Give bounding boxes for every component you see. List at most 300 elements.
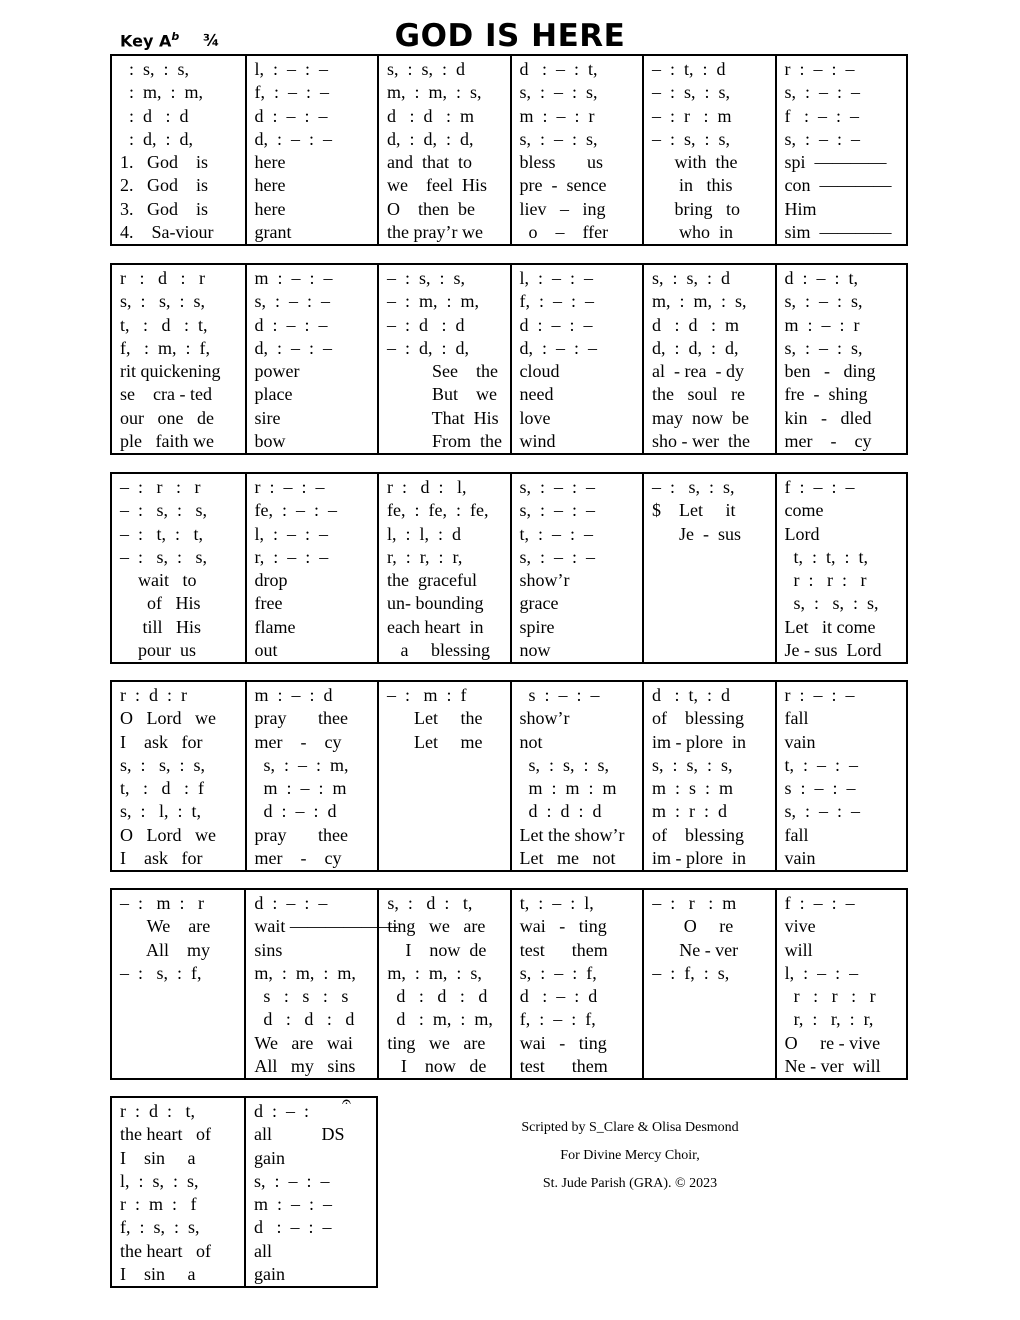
measure [244, 890, 398, 1078]
measure-line: cloud [519, 361, 560, 382]
measure-line: f, : – : – [254, 82, 329, 103]
measure-line: will [784, 939, 813, 960]
measure-line: r : – : – [784, 59, 855, 79]
measure-line: Je - sus [652, 523, 741, 544]
measure-line: – : d : d [387, 314, 465, 335]
measure-line: d : d : d [519, 801, 602, 822]
measure-line: vain [784, 731, 816, 752]
measure-line: f : – : – [784, 105, 859, 126]
measure-line: r : r : r [784, 986, 876, 1007]
measure-line [644, 985, 774, 1008]
measure-line [379, 847, 510, 870]
measure [642, 890, 774, 1078]
measure-line [379, 824, 510, 847]
measure-line: wait to [120, 570, 197, 591]
measure-line: – : r : m [652, 893, 737, 913]
measure-line: f : – : – [784, 477, 855, 497]
measure [642, 265, 775, 453]
key-accidental: b [171, 30, 180, 43]
measure-line: wai - ting [519, 1032, 607, 1053]
measure-line: the graceful [387, 570, 477, 591]
measure-line: test them [519, 939, 608, 960]
measure-line: wai - ting [519, 916, 607, 937]
measure-line [644, 569, 775, 592]
measure-line: – : t, : t, [120, 523, 204, 544]
measure-line: O re [652, 916, 734, 937]
measure-line: with the [652, 152, 738, 173]
measure-line: m, : m, : m, [254, 962, 356, 983]
measure-line: m : s : m [652, 778, 734, 799]
key-signature [120, 30, 219, 50]
measure [377, 890, 509, 1078]
measure-line: s, : s, : s, [120, 291, 206, 312]
measure-line: m : m : m [519, 778, 617, 799]
measure [775, 890, 906, 1078]
measure-line: im - plore in [652, 848, 746, 869]
measure-line: d, : – : – [254, 128, 333, 149]
measure-line: l, : – : – [519, 268, 594, 288]
measure-line: s, : s, : s, [784, 593, 879, 614]
measure [775, 56, 907, 244]
measure-line: the pray’r we [387, 222, 483, 243]
measure-line: f, : – : – [519, 291, 594, 312]
measure-line: s, : – : – [784, 128, 861, 149]
measure-line: – : s, : s, [652, 128, 731, 149]
measure-line: vive [784, 916, 816, 937]
score-system [110, 263, 908, 455]
measure-line: s, : s, : s, [519, 754, 610, 775]
score-system [110, 1096, 378, 1288]
measure-line: 1. God is [120, 152, 209, 173]
measure-line: come [784, 500, 824, 521]
measure-line: s : – : – [784, 778, 856, 799]
credits-line: For Divine Mercy Choir, [560, 1148, 700, 1163]
measure-line: I ask for [120, 731, 203, 752]
measure-line: all [254, 1240, 272, 1261]
measure-line: s, : – : s, [519, 128, 598, 149]
measure-line: O then be [387, 198, 475, 219]
measure-line: place [254, 384, 293, 405]
measure-line: t, : – : – [519, 523, 594, 544]
measure-line: From the [387, 431, 502, 452]
measure-line: s : – : – [519, 685, 600, 705]
measure-line: d : d : d [254, 1009, 355, 1030]
measure [112, 56, 245, 244]
measure-line: r : – : – [784, 685, 855, 705]
measure-line: – : r : m [652, 105, 732, 126]
measure-line: d : d : m [387, 105, 475, 126]
measure-line [112, 1008, 244, 1031]
measure-line: s, : – : – [519, 546, 596, 567]
measure-line: not [519, 731, 543, 752]
measure-line: m, : m, : s, [387, 962, 482, 983]
measure-line: bow [254, 431, 286, 452]
measure-line: a blessing [387, 640, 490, 661]
measure-line: se cra - ted [120, 384, 212, 405]
measure-line: grant [254, 222, 292, 243]
measure-line: Let the [387, 708, 483, 729]
measure [775, 474, 907, 662]
measure [642, 56, 775, 244]
measure-line: bless us [519, 152, 604, 173]
measure-line: l, : – : – [254, 523, 329, 544]
measure-line: – : s, : s, [387, 268, 466, 288]
measure-line: ben - ding [784, 361, 876, 382]
measure-line: f : – : – [784, 893, 855, 913]
measure-line: fre - shing [784, 384, 868, 405]
measure-line: d, : d, : d, [387, 128, 474, 149]
measure-line: See the [387, 361, 498, 382]
measure [244, 1098, 376, 1286]
score-system [110, 54, 908, 246]
measure [112, 1098, 244, 1286]
measure-line: wait —————— [254, 916, 398, 937]
measure [377, 265, 510, 453]
measure-line: free [254, 593, 283, 614]
measure-line: mer - cy [254, 848, 342, 869]
measure-line: love [519, 407, 551, 428]
measure-line: O Lord we [120, 708, 216, 729]
measure-line: d, : d, : d, [652, 337, 739, 358]
measure [510, 56, 643, 244]
measure-line: l, : – : – [254, 59, 329, 79]
measure-line [644, 616, 775, 639]
measure [775, 265, 907, 453]
measure-line: I ask for [120, 848, 203, 869]
measure-line: $ Let it [652, 500, 736, 521]
measure-line: s, : – : – [254, 1170, 330, 1191]
measure-line: here [254, 152, 286, 173]
measure-line: All my [120, 939, 211, 960]
measure-line: – : s, : s, [652, 82, 731, 103]
measure-line: We are wai [254, 1032, 353, 1053]
score-system [110, 472, 908, 664]
measure-line: I sin a [120, 1264, 196, 1285]
measure [510, 474, 643, 662]
measure-line: m : – : r [784, 314, 860, 335]
measure-line: Ne - ver will [784, 1056, 881, 1077]
measure-line: grace [519, 593, 559, 614]
score-system [110, 680, 908, 872]
measure-line: m : – : m [254, 778, 347, 799]
measure-line: s, : – : – [784, 801, 861, 822]
measure-line: : d : d [120, 105, 189, 126]
measure-line: r : d : r [120, 268, 205, 288]
measure [510, 265, 643, 453]
measure-line: may now be [652, 407, 749, 428]
measure-line: bring to [652, 198, 740, 219]
measure-line: But we [387, 384, 497, 405]
fermata-icon: 𝄐 [342, 1094, 351, 1111]
measure-line: I sin a [120, 1147, 196, 1168]
measure-line: r : – : – [254, 477, 325, 497]
measure-line: show’r [519, 708, 570, 729]
measure-line: d : – : – [254, 314, 328, 335]
measure-line: r : r : r [784, 570, 867, 591]
measure-line: d : – : t, [519, 59, 598, 79]
measure-line: s, : s, : d [387, 59, 466, 79]
measure [510, 890, 642, 1078]
measure-line: s, : – : s, [784, 291, 863, 312]
measure-line: sho - wer the [652, 431, 750, 452]
measure-line: d : – : d [254, 801, 337, 822]
measure-line: all DS [254, 1124, 345, 1145]
measure-line: pre - sence [519, 175, 607, 196]
measure-line: That His [387, 407, 499, 428]
measure-line: s, : – : s, [784, 337, 863, 358]
measure-line: t, : d : f [120, 778, 204, 799]
measure-line: un- bounding [387, 593, 484, 614]
measure-line: s, : – : m, [254, 754, 349, 775]
measure [642, 474, 775, 662]
measure-line: power [254, 361, 300, 382]
measure-line: out [254, 640, 278, 661]
measure-line: d, : – : – [519, 337, 598, 358]
measure-line: Let me not [519, 848, 616, 869]
measure-line: 2. God is [120, 175, 209, 196]
measure-line: d : – : – [254, 893, 328, 913]
measure-line [644, 546, 775, 569]
measure-line: m : – : d [254, 685, 333, 705]
measure-line: o – ffer [519, 222, 609, 243]
measure-line: s : s : s [254, 986, 349, 1007]
measure-line: test them [519, 1056, 608, 1077]
measure-line: show’r [519, 570, 570, 591]
measure-line: Let the show’r [519, 824, 625, 845]
measure-line: Let me [387, 731, 483, 752]
measure-line: t, : – : – [784, 754, 859, 775]
measure [510, 682, 643, 870]
measure [377, 682, 510, 870]
measure-line: s, : s, : d [652, 268, 731, 288]
measure-line: fall [784, 708, 809, 729]
measure-line: spi ———— [784, 152, 887, 173]
measure-line: Him [784, 198, 817, 219]
measure-line: r : m : f [120, 1194, 197, 1215]
measure-line: we feel His [387, 175, 487, 196]
measure-line: d, : – : – [254, 337, 333, 358]
measure-line: m : – : r [519, 105, 595, 126]
measure-line: d : t, : d [652, 685, 731, 705]
measure-line: d : – : t, [784, 268, 859, 288]
measure-line: of blessing [652, 708, 744, 729]
measure [642, 682, 775, 870]
measure [775, 682, 907, 870]
measure-line: Lord [784, 523, 820, 544]
measure-line: wind [519, 431, 556, 452]
measure-line: – : m : r [120, 893, 204, 913]
measure-line: I now de [387, 939, 487, 960]
measure-line: Ne - ver [652, 939, 739, 960]
measure-line: flame [254, 616, 296, 637]
measure [112, 682, 245, 870]
measure-line: f, : – : f, [519, 1009, 596, 1030]
measure-line: now [519, 640, 551, 661]
measure-line: s, : – : f, [519, 962, 597, 983]
credits-line: Scripted by S_Clare & Olisa Desmond [521, 1120, 739, 1135]
measure-line: – : f, : s, [652, 962, 730, 983]
measure-line [644, 1055, 774, 1078]
measure-line: the soul re [652, 384, 745, 405]
measure-line: of His [120, 593, 201, 614]
measure-line: O re - vive [784, 1032, 881, 1053]
score-system [110, 888, 908, 1080]
measure-line: – : r : r [120, 477, 201, 497]
measure-line: d : – : – [519, 314, 593, 335]
measure-line: : d, : d, [120, 128, 194, 149]
measure-line: – : t, : d [652, 59, 726, 79]
measure-line: O Lord we [120, 824, 216, 845]
measure [245, 682, 378, 870]
measure-line [644, 1032, 774, 1055]
measure-line: m : r : d [652, 801, 727, 822]
measure-line: d : m, : m, [387, 1009, 493, 1030]
measure-line: Je - sus Lord [784, 640, 882, 661]
measure-line: l, : s, : s, [120, 1170, 199, 1191]
measure [377, 56, 510, 244]
measure-line: t, : t, : t, [784, 546, 869, 567]
measure-line: pray thee [254, 824, 348, 845]
measure-line [112, 1032, 244, 1055]
measure-line: pour us [120, 640, 196, 661]
measure-line: d : – : d [519, 986, 598, 1007]
measure-line: our one de [120, 407, 214, 428]
measure-line [379, 777, 510, 800]
measure-line: here [254, 198, 286, 219]
measure-line: Let it come [784, 616, 876, 637]
measure-line: 3. God is [120, 198, 209, 219]
measure-line: s, : s, : s, [652, 754, 733, 775]
measure-line: – : m, : m, [387, 291, 480, 312]
measure-line: – : s, : s, [120, 546, 208, 567]
measure-line [379, 754, 510, 777]
measure-line: s, : – : s, [519, 82, 598, 103]
measure-line [112, 985, 244, 1008]
measure-line: – : s, : f, [120, 962, 202, 983]
measure [245, 56, 378, 244]
credits-line: St. Jude Parish (GRA). © 2023 [542, 1176, 718, 1191]
measure-line: of blessing [652, 824, 744, 845]
measure-line: vain [784, 848, 816, 869]
measure-line: f, : s, : s, [120, 1217, 200, 1238]
measure-line: liev – ing [519, 198, 606, 219]
measure-line: : s, : s, [120, 59, 190, 79]
measure [377, 474, 510, 662]
measure-line: s, : – : – [784, 82, 861, 103]
measure-line: s, : – : – [519, 477, 596, 497]
measure-line: need [519, 384, 554, 405]
measure-line: spire [519, 616, 555, 637]
measure-line: – : d, : d, [387, 337, 470, 358]
measure [112, 890, 244, 1078]
measure [245, 474, 378, 662]
measure-line: drop [254, 570, 288, 591]
measure-line: r : d : t, [120, 1101, 195, 1121]
measure-line: I now de [387, 1056, 487, 1077]
measure-line: l, : – : – [784, 962, 859, 983]
measure-line: pray thee [254, 708, 348, 729]
measure [112, 474, 245, 662]
measure-line: sins [254, 939, 283, 960]
measure-line: l, : l, : d [387, 523, 462, 544]
measure-line: All my sins [254, 1056, 356, 1077]
measure-line: m, : m, : s, [387, 82, 482, 103]
measure-line [644, 639, 775, 662]
measure-line [644, 592, 775, 615]
measure-line: in this [652, 175, 733, 196]
measure-line: s, : s, : s, [120, 754, 206, 775]
measure-line: r, : r, : r, [387, 546, 463, 567]
measure-line: d : – : – [254, 105, 328, 126]
measure-line: r, : r, : r, [784, 1009, 874, 1030]
measure-line: s, : d : t, [387, 893, 473, 913]
time-signature: ¾ [202, 31, 220, 51]
measure-line: 4. Sa-viour [120, 222, 214, 243]
measure-line: We are [120, 916, 211, 937]
measure-line: kin - dled [784, 407, 872, 428]
measure-line: m : – : – [254, 268, 333, 288]
measure-line: here [254, 175, 286, 196]
measure-line: al - rea - dy [652, 361, 744, 382]
measure-line: who in [652, 222, 733, 243]
measure-line: : m, : m, [120, 82, 204, 103]
measure-line: each heart in [387, 616, 484, 637]
measure-line: d : – : [254, 1101, 319, 1121]
measure-line: m, : m, : s, [652, 291, 747, 312]
measure-line: s, : – : – [254, 291, 331, 312]
measure-line: and that to [387, 152, 472, 173]
measure-line [379, 800, 510, 823]
measure-line: – : s, : s, [120, 500, 208, 521]
measure-line: gain [254, 1147, 285, 1168]
measure-line: d : – : – [254, 1217, 332, 1238]
measure-line: ting we are [387, 916, 486, 937]
measure-line: ting we are [387, 1032, 486, 1053]
measure-line: fall [784, 824, 809, 845]
measure-line: m : – : – [254, 1194, 333, 1215]
measure-line: the heart of [120, 1124, 211, 1145]
measure-line: – : m : f [387, 685, 467, 705]
measure-line: gain [254, 1264, 285, 1285]
measure-line: sim ———— [784, 222, 892, 243]
measure-line: fe, : – : – [254, 500, 337, 521]
measure [245, 265, 378, 453]
measure-line: fe, : fe, : fe, [387, 500, 489, 521]
measure-line: s, : – : – [519, 500, 596, 521]
measure-line [112, 1055, 244, 1078]
measure-line: f, : m, : f, [120, 337, 210, 358]
measure-line: con ———— [784, 175, 892, 196]
measure-line: mer - cy [784, 431, 872, 452]
key-label: Key A [120, 31, 172, 51]
measure-line [644, 1008, 774, 1031]
measure-line: im - plore in [652, 731, 746, 752]
measure-line: d : d : d [387, 986, 488, 1007]
measure-line: d : d : m [652, 314, 740, 335]
measure-line: r : d : l, [387, 477, 467, 497]
measure-line: t, : d : t, [120, 314, 208, 335]
measure-line: t, : – : l, [519, 893, 594, 913]
measure-line: rit quickening [120, 361, 221, 382]
measure-line: s, : l, : t, [120, 801, 202, 822]
measure-line: r : d : r [120, 685, 187, 705]
measure-line: ple faith we [120, 431, 214, 452]
measure-line: – : s, : s, [652, 477, 735, 497]
measure [112, 265, 245, 453]
measure-line: r, : – : – [254, 546, 329, 567]
measure-line: till His [120, 616, 202, 637]
page-title: GOD IS HERE [394, 18, 626, 54]
